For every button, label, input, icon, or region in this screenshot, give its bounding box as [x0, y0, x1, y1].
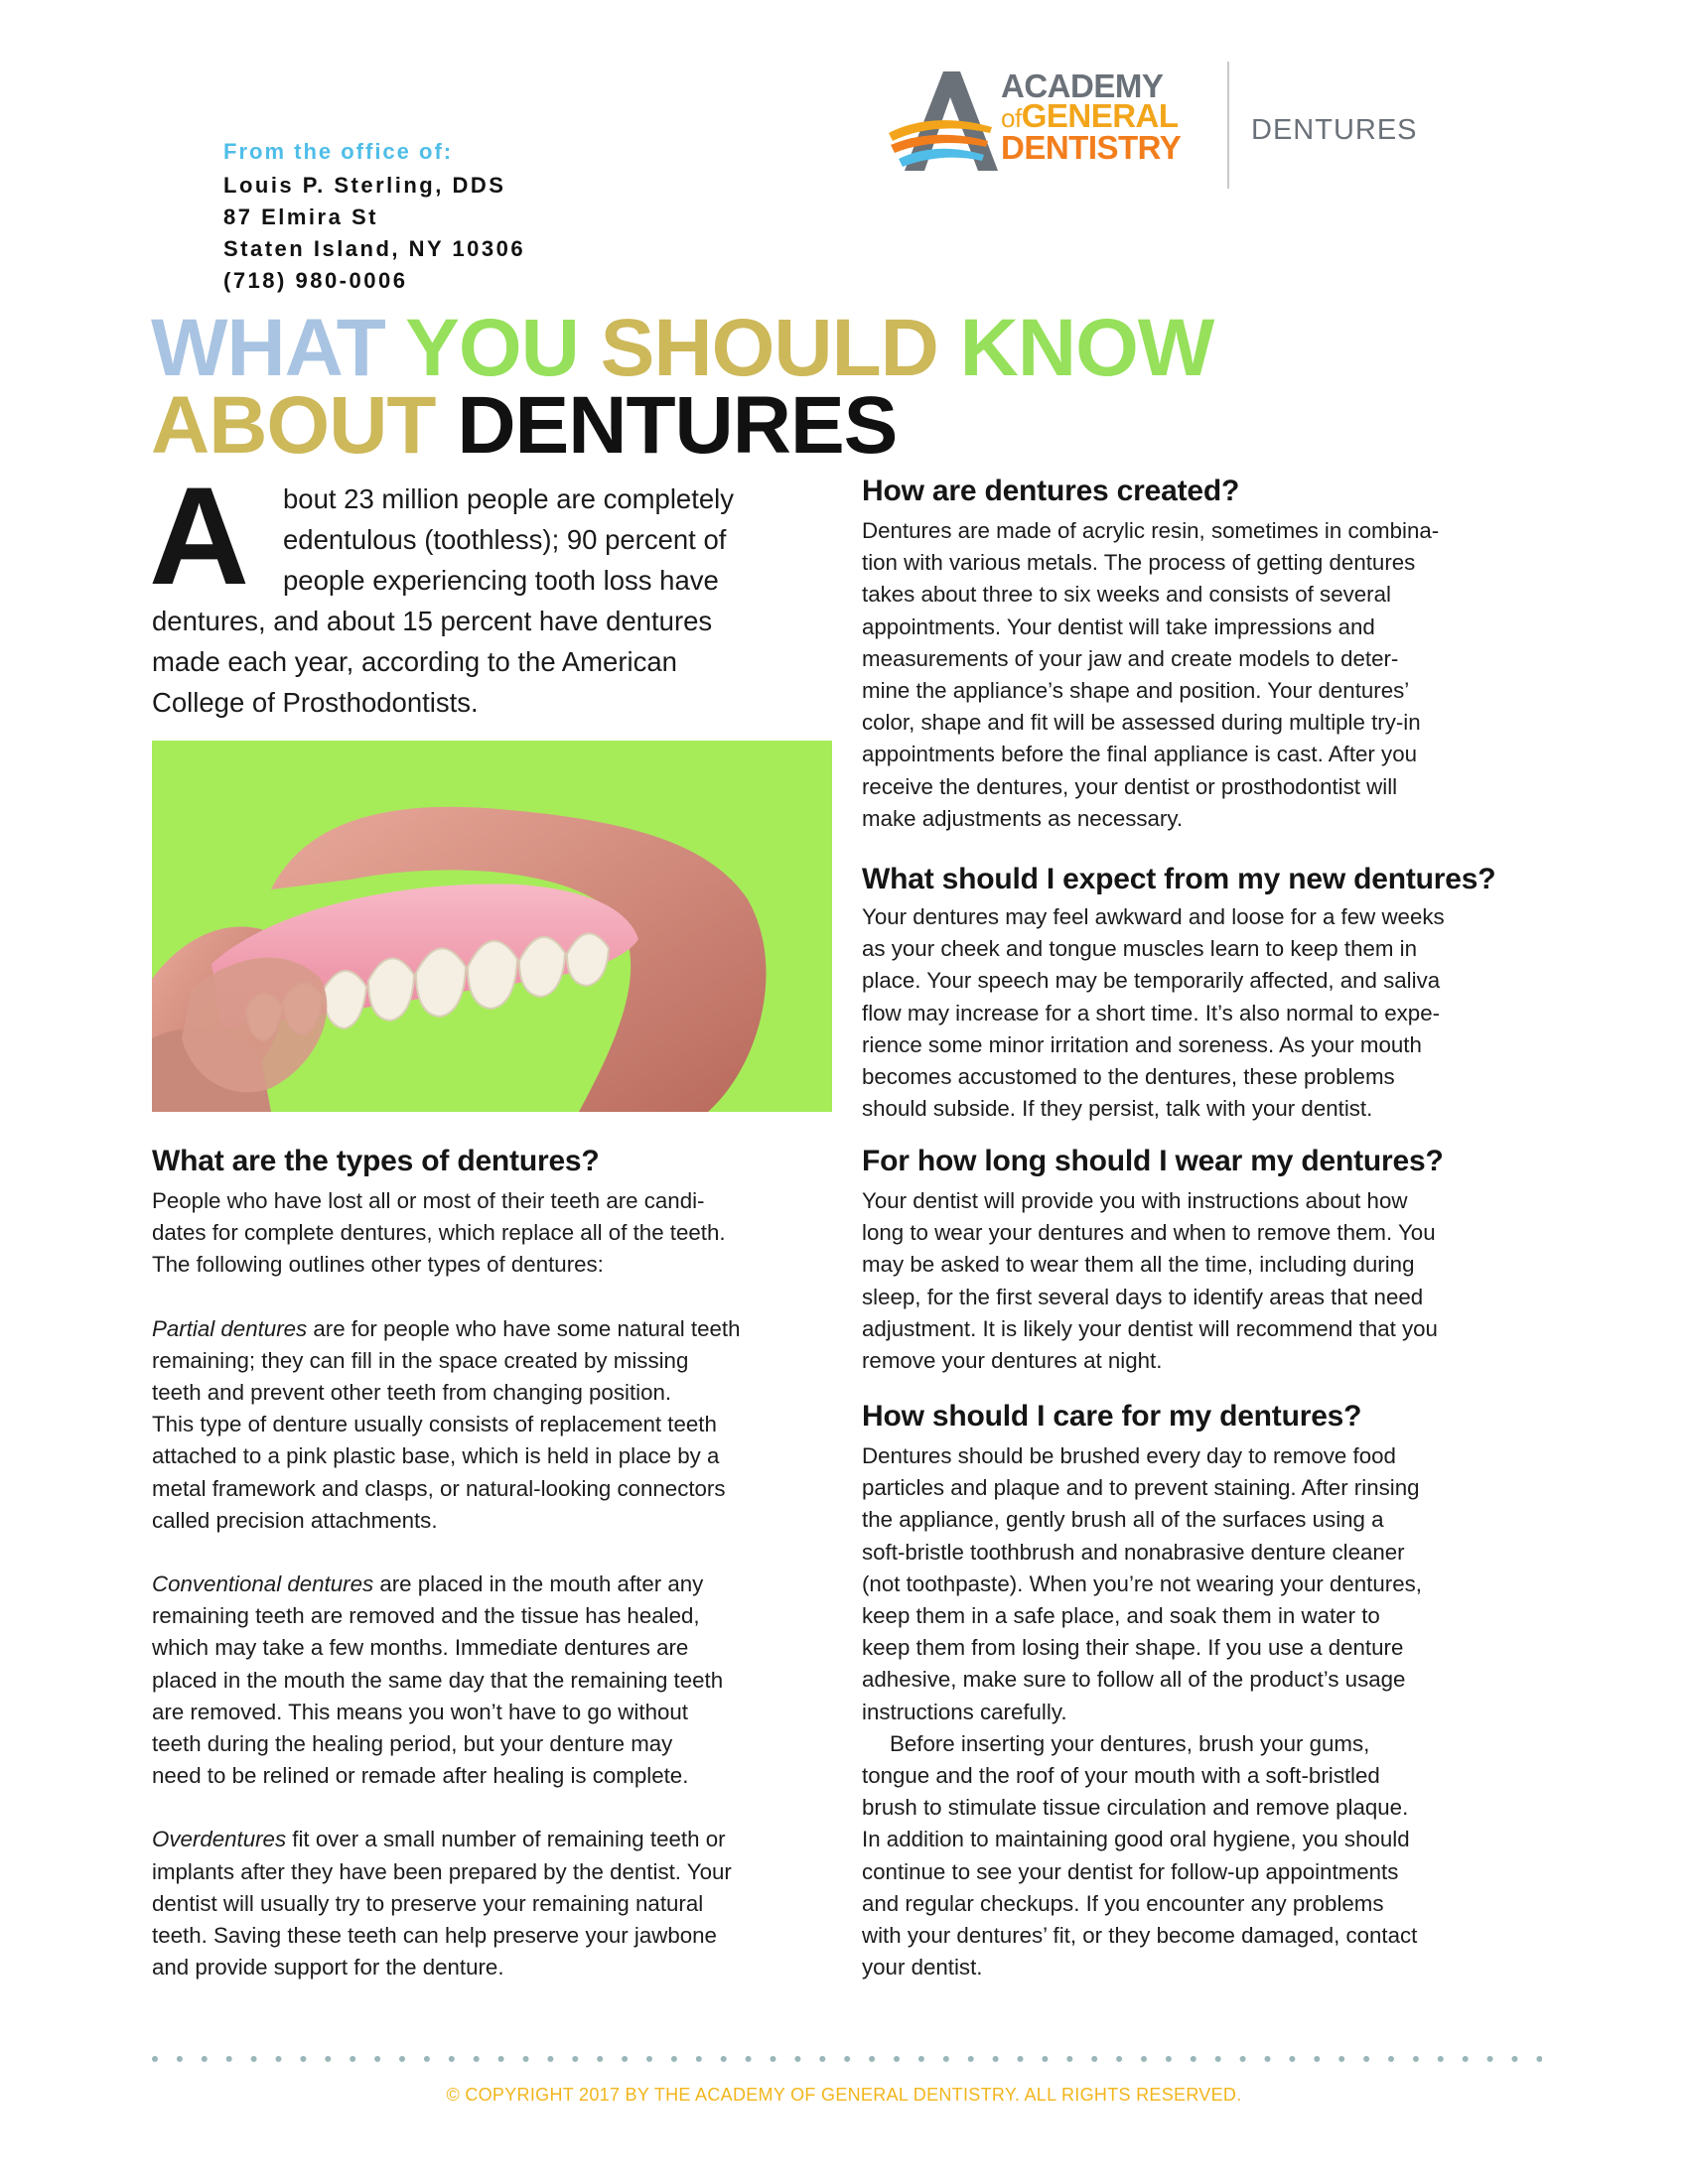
divider-dot: [350, 2056, 355, 2062]
body-line: sleep, for the first several days to identify areas that need: [862, 1284, 1424, 1309]
divider-dot: [696, 2056, 702, 2062]
divider-dot: [597, 2056, 603, 2062]
body-line: adjustment. It is likely your dentist will recommend that you: [862, 1315, 1438, 1341]
title-word-you: YOU: [405, 303, 579, 393]
body-line: implants after they have been prepared by the dentist. Your: [152, 1858, 732, 1884]
body-line: remaining teeth are removed and the tissue has healed,: [152, 1603, 700, 1629]
divider-dot: [943, 2056, 949, 2062]
divider-dot: [1512, 2056, 1518, 2062]
office-label: From the office of:: [223, 139, 454, 164]
logo-of: of: [1001, 103, 1022, 133]
body-line: appointments before the final appliance is cast. After you: [862, 742, 1418, 767]
divider-dot: [251, 2056, 257, 2062]
intro-line: people experiencing tooth loss have: [283, 565, 719, 596]
intro-line: bout 23 million people are completely: [283, 483, 735, 514]
intro-line: dentures, and about 15 percent have dentures: [152, 606, 713, 636]
body-line: may be asked to wear them all the time, including during: [862, 1252, 1415, 1278]
body-line: with your dentures’ fit, or they become damaged, contact: [862, 1923, 1418, 1949]
divider-dot: [894, 2056, 900, 2062]
divider-dot: [399, 2056, 405, 2062]
term-partial-dentures: Partial dentures: [152, 1315, 308, 1341]
divider-dot: [721, 2056, 727, 2062]
divider-dot: [622, 2056, 628, 2062]
body-line: tion with various metals. The process of getting dentures: [862, 550, 1416, 576]
divider-dot: [1314, 2056, 1320, 2062]
body-line: place. Your speech may be temporarily affected, and saliva: [862, 968, 1441, 994]
divider-dot: [771, 2056, 776, 2062]
body-line: are for people who have some natural teeth: [307, 1315, 741, 1341]
heading-care: How should I care for my dentures?: [862, 1400, 1362, 1433]
body-line: and regular checkups. If you encounter any problems: [862, 1890, 1384, 1916]
divider-dot: [1018, 2056, 1024, 2062]
divider-dot: [671, 2056, 677, 2062]
body-line: keep them from losing their shape. If you use a denture: [862, 1635, 1404, 1661]
term-overdentures: Overdentures: [152, 1827, 287, 1852]
divider-dot: [1166, 2056, 1172, 2062]
body-line: dentist will usually try to preserve your remaining natural: [152, 1890, 704, 1916]
divider-dot: [424, 2056, 430, 2062]
body-line: metal framework and clasps, or natural-looking connectors: [152, 1475, 726, 1501]
divider-dot: [1363, 2056, 1369, 2062]
created-section: [862, 515, 1439, 835]
office-phone: (718) 980-0006: [223, 268, 408, 293]
body-line: remove your dentures at night.: [862, 1348, 1163, 1374]
body-line: placed in the mouth the same day that the remaining teeth: [152, 1667, 724, 1693]
body-line: make adjustments as necessary.: [862, 805, 1184, 831]
divider-dot: [572, 2056, 578, 2062]
divider-dot: [746, 2056, 752, 2062]
page-title-line-2: [151, 380, 898, 471]
divider-dot: [449, 2056, 455, 2062]
body-line: and provide support for the denture.: [152, 1955, 504, 1980]
office-street: 87 Elmira St: [223, 205, 378, 229]
divider-dot: [1116, 2056, 1122, 2062]
body-line: your dentist.: [862, 1955, 983, 1980]
topic-label: DENTURES: [1251, 114, 1418, 146]
body-line: fit over a small number of remaining teeth or: [286, 1827, 726, 1852]
expect-section: [862, 901, 1445, 1125]
body-line: takes about three to six weeks and consists of several: [862, 582, 1391, 608]
dentures-photo: [152, 741, 832, 1112]
body-line: (not toothpaste). When you’re not wearing your dentures,: [862, 1570, 1422, 1596]
office-city: Staten Island, NY 10306: [223, 236, 526, 261]
body-line: rience some minor irritation and soreness. As your mouth: [862, 1031, 1422, 1057]
body-line: The following outlines other types of dentures:: [152, 1252, 604, 1278]
title-word-dentures: DENTURES: [457, 380, 898, 471]
divider-dot: [1438, 2056, 1444, 2062]
body-line: color, shape and fit will be assessed during multiple try-in: [862, 710, 1421, 736]
copyright-notice: © COPYRIGHT 2017 BY THE ACADEMY OF GENERAL DENTISTRY. ALL RIGHTS RESERVED.: [446, 2085, 1242, 2105]
divider-dot: [325, 2056, 331, 2062]
divider-dot: [1388, 2056, 1394, 2062]
intro-line: College of Prosthodontists.: [152, 687, 479, 718]
body-line: the appliance, gently brush all of the surfaces using a: [862, 1507, 1384, 1533]
body-line: measurements of your jaw and create models to deter-: [862, 645, 1399, 671]
divider-dot: [1066, 2056, 1072, 2062]
divider-dot: [177, 2056, 183, 2062]
wear-section: [862, 1185, 1438, 1377]
divider-dot: [918, 2056, 924, 2062]
title-word-should: SHOULD: [600, 303, 938, 393]
body-line: flow may increase for a short time. It’s also normal to expe-: [862, 1000, 1441, 1025]
body-line: are removed. This means you won’t have to go without: [152, 1699, 688, 1724]
intro-line: edentulous (toothless); 90 percent of: [283, 524, 727, 555]
body-line: brush to stimulate tissue circulation and remove plaque.: [862, 1795, 1409, 1821]
dotted-divider: [152, 2054, 1542, 2064]
divider-dot: [1215, 2056, 1221, 2062]
intro-line: made each year, according to the American: [152, 646, 677, 677]
title-word-know: KNOW: [959, 303, 1214, 393]
divider-dot: [1265, 2056, 1271, 2062]
divider-dot: [152, 2056, 158, 2062]
body-line: tongue and the roof of your mouth with a soft-bristled: [862, 1763, 1380, 1789]
divider-dot: [819, 2056, 825, 2062]
intro-dropcap: A: [149, 458, 250, 614]
body-line: keep them in a safe place, and soak them in water to: [862, 1603, 1380, 1629]
divider-dot: [300, 2056, 306, 2062]
dentist-name: Louis P. Sterling, DDS: [223, 173, 506, 198]
body-line: Your dentures may feel awkward and loose for a few weeks: [862, 904, 1445, 929]
body-line: People who have lost all or most of their teeth are candi-: [152, 1188, 705, 1213]
body-line: In addition to maintaining good oral hygiene, you should: [862, 1827, 1410, 1852]
body-line: remaining; they can fill in the space created by missing: [152, 1347, 689, 1373]
divider-dot: [968, 2056, 974, 2062]
body-line: are placed in the mouth after any: [373, 1571, 704, 1597]
heading-wear: For how long should I wear my dentures?: [862, 1145, 1444, 1177]
logo-line-general: GENERAL: [1021, 97, 1179, 134]
divider-dot: [1487, 2056, 1493, 2062]
divider-dot: [374, 2056, 380, 2062]
logo-line-dentistry: DENTISTRY: [1001, 129, 1182, 166]
body-line: continue to see your dentist for follow-up appointments: [862, 1858, 1399, 1884]
dentures-illustration: [152, 741, 832, 1112]
body-line: receive the dentures, your dentist or prosthodontist will: [862, 773, 1398, 799]
divider-dot: [1141, 2056, 1147, 2062]
term-conventional-dentures: Conventional dentures: [152, 1571, 374, 1597]
heading-expect: What should I expect from my new dentures?: [862, 863, 1496, 895]
body-line: teeth. Saving these teeth can help preserve your jawbone: [152, 1923, 717, 1949]
body-line: teeth during the healing period, but your denture may: [152, 1731, 673, 1757]
body-line: as your cheek and tongue muscles learn to keep them in: [862, 936, 1417, 962]
heading-types: What are the types of dentures?: [152, 1145, 600, 1177]
divider-dot: [1042, 2056, 1048, 2062]
logo-line-academy: ACADEMY: [1001, 68, 1164, 104]
divider-dot: [523, 2056, 529, 2062]
body-line: soft-bristle toothbrush and nonabrasive denture cleaner: [862, 1539, 1405, 1565]
divider-dot: [1536, 2056, 1542, 2062]
divider-dot: [1463, 2056, 1469, 2062]
divider-dot: [1240, 2056, 1246, 2062]
body-line: mine the appliance’s shape and position. Your dentures’: [862, 678, 1410, 704]
body-line: long to wear your dentures and when to remove them. You: [862, 1220, 1436, 1246]
body-line: This type of denture usually consists of replacement teeth: [152, 1412, 717, 1437]
divider-dot: [1338, 2056, 1344, 2062]
divider-dot: [844, 2056, 850, 2062]
divider-dot: [993, 2056, 999, 2062]
body-line: need to be relined or remade after healing is complete.: [152, 1763, 689, 1789]
page-title-line-1: [151, 303, 1214, 393]
divider-dot: [474, 2056, 480, 2062]
divider-dot: [202, 2056, 208, 2062]
title-word-what: WHAT: [151, 303, 385, 393]
body-line: teeth and prevent other teeth from changing position.: [152, 1380, 672, 1406]
types-section: [152, 1185, 740, 1983]
agd-logo-wordmark: [1001, 68, 1182, 166]
body-line: adhesive, make sure to follow all of the product’s usage: [862, 1667, 1406, 1693]
body-line: Dentures are made of acrylic resin, sometimes in combina-: [862, 518, 1440, 543]
body-line: Before inserting your dentures, brush your gums,: [890, 1730, 1370, 1756]
divider-dot: [1413, 2056, 1419, 2062]
divider-dot: [794, 2056, 800, 2062]
divider-dot: [1191, 2056, 1196, 2062]
divider-dot: [869, 2056, 875, 2062]
body-line: attached to a pink plastic base, which is held in place by a: [152, 1443, 720, 1469]
body-line: Your dentist will provide you with instructions about how: [862, 1188, 1408, 1213]
divider-dot: [498, 2056, 504, 2062]
divider-dot: [1289, 2056, 1295, 2062]
divider-dot: [547, 2056, 553, 2062]
care-section: [862, 1440, 1422, 1983]
divider-dot: [1091, 2056, 1097, 2062]
body-line: appointments. Your dentist will take impressions and: [862, 614, 1375, 639]
divider-dot: [226, 2056, 232, 2062]
title-word-about: ABOUT: [151, 380, 436, 471]
body-line: called precision attachments.: [152, 1507, 438, 1533]
heading-created: How are dentures created?: [862, 475, 1240, 507]
divider-dot: [276, 2056, 282, 2062]
agd-logo-icon: [889, 71, 998, 176]
body-line: instructions carefully.: [862, 1699, 1067, 1724]
logo-divider: [1227, 62, 1229, 189]
body-line: should subside. If they persist, talk with your dentist.: [862, 1096, 1373, 1122]
body-line: particles and plaque and to prevent staining. After rinsing: [862, 1475, 1420, 1501]
body-line: which may take a few months. Immediate dentures are: [152, 1635, 689, 1661]
divider-dot: [646, 2056, 652, 2062]
body-line: dates for complete dentures, which replace all of the teeth.: [152, 1220, 726, 1246]
body-line: becomes accustomed to the dentures, these problems: [862, 1064, 1395, 1090]
body-line: Dentures should be brushed every day to remove food: [862, 1443, 1396, 1468]
